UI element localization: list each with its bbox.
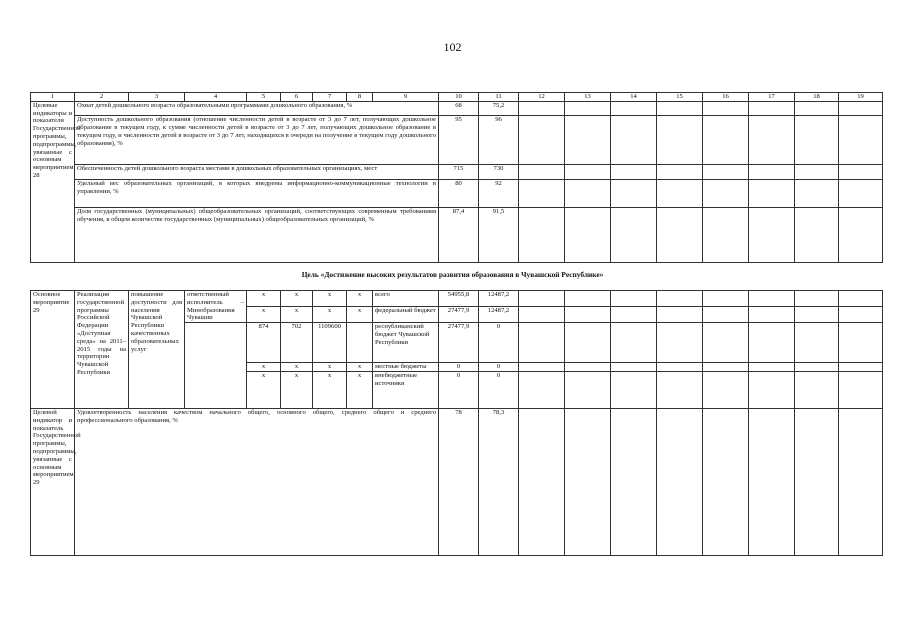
funding-source: внебюджетные источники xyxy=(373,371,439,408)
funding-source: федеральный бюджет xyxy=(373,307,439,323)
value-col10: 87,4 xyxy=(439,207,479,262)
col-num: 8 xyxy=(347,93,373,102)
table-row xyxy=(31,165,883,180)
funding-source: республиканский бюджет Чувашской Республики xyxy=(373,323,439,363)
col-num: 18 xyxy=(795,93,839,102)
indicator-text: Обеспеченность детей дошкольного возраста местами в дошкольных образовательных организациях, мест xyxy=(75,165,439,180)
indicator-text: Доля государственных (муниципальных) общеобразовательных организаций, соответствующих современным требованиям обучения, в общем количестве государственных (муниципальных) общеобразовательных организаций, % xyxy=(75,207,439,262)
code-cell: 1109600 xyxy=(313,323,347,363)
table-row xyxy=(31,116,883,165)
indicators-table-28 xyxy=(30,92,883,263)
value-col10: 27477,9 xyxy=(439,307,479,323)
value-col10: 80 xyxy=(439,180,479,208)
code-cell: x xyxy=(313,307,347,323)
page-number: 102 xyxy=(443,40,462,54)
code-cell: x xyxy=(313,363,347,372)
col-num: 10 xyxy=(439,93,479,102)
value-col11: 0 xyxy=(479,363,519,372)
col-num: 19 xyxy=(839,93,883,102)
value-col11: 96 xyxy=(479,116,519,165)
indicator-label: Целевой индикатор и показатель Государственной программы, подпрограммы, увязанные с основным мероприятием 29 xyxy=(31,408,75,555)
value-col11: 78,3 xyxy=(479,408,519,555)
indicator-text: Доступность дошкольного образования (отношение численности детей в возрасте от 3 до 7 лет, получающих дошкольное образование в текущем году, к сумме численности детей в возрасте от 3 до 7 лет, получающих дошкольное образование в текущем году, и численности детей в возрасте от 3 до 7 лет, находящихся в очереди на получение в текущем году дошкольного образования), % xyxy=(75,116,439,165)
code-cell xyxy=(347,323,373,363)
col-num: 14 xyxy=(611,93,657,102)
code-cell: x xyxy=(281,371,313,408)
code-cell: x xyxy=(247,291,281,307)
col-num: 1 xyxy=(31,93,75,102)
col-num: 7 xyxy=(313,93,347,102)
code-cell: x xyxy=(281,291,313,307)
code-cell: 874 xyxy=(247,323,281,363)
code-cell: x xyxy=(247,363,281,372)
code-cell: x xyxy=(347,291,373,307)
value-col11: 92 xyxy=(479,180,519,208)
value-col10: 78 xyxy=(439,408,479,555)
value-col11: 730 xyxy=(479,165,519,180)
responsible-executor: ответственный исполнитель – Минобразования Чувашии xyxy=(185,291,247,323)
code-cell: x xyxy=(247,371,281,408)
value-col10: 54955,8 xyxy=(439,291,479,307)
funding-source: всего xyxy=(373,291,439,307)
value-col10: 68 xyxy=(439,101,479,116)
col-num: 4 xyxy=(185,93,247,102)
value-col11: 91,5 xyxy=(479,207,519,262)
col-num: 17 xyxy=(749,93,795,102)
value-col11: 0 xyxy=(479,371,519,408)
col-num: 5 xyxy=(247,93,281,102)
col-num: 11 xyxy=(479,93,519,102)
col-num: 15 xyxy=(657,93,703,102)
table-row xyxy=(31,207,883,262)
value-col11: 75,2 xyxy=(479,101,519,116)
activity-table-29 xyxy=(30,290,883,556)
code-cell: x xyxy=(281,307,313,323)
value-col10: 0 xyxy=(439,371,479,408)
col-num: 13 xyxy=(565,93,611,102)
indicator-text: Удовлетворенность населения качеством начального общего, основного общего, среднего общего и среднего профессионального образования, % xyxy=(75,408,439,555)
indicator-text: Удельный вес образовательных организаций, в которых внедрены информационно-коммуникационные технологии в управлении, % xyxy=(75,180,439,208)
value-col10: 27477,9 xyxy=(439,323,479,363)
indicators-label: Целевые индикаторы и показатели Государственной программы, подпрограммы, увязанные с основным мероприятием 28 xyxy=(31,101,75,262)
funding-source: местные бюджеты xyxy=(373,363,439,372)
indicator-text: Охват детей дошкольного возраста образовательными программами дошкольного образования, % xyxy=(75,101,439,116)
value-col11: 0 xyxy=(479,323,519,363)
code-cell: 702 xyxy=(281,323,313,363)
table-row xyxy=(31,291,883,307)
table-row xyxy=(31,408,883,555)
col-num: 12 xyxy=(519,93,565,102)
value-col10: 0 xyxy=(439,363,479,372)
code-cell: x xyxy=(347,307,373,323)
table-row xyxy=(31,180,883,208)
code-cell: x xyxy=(281,363,313,372)
activity-name: Реализация государственной программы Российской Федерации «Доступная среда» на 2011–2015 годы на территории Чувашской Республики xyxy=(75,291,129,409)
value-col11: 12487,2 xyxy=(479,291,519,307)
col-num: 16 xyxy=(703,93,749,102)
activity-goal: повышение доступности для населения Чувашской Республики качественных образовательных услуг xyxy=(129,291,185,409)
value-col10: 715 xyxy=(439,165,479,180)
col-num: 6 xyxy=(281,93,313,102)
code-cell: x xyxy=(247,307,281,323)
col-num: 3 xyxy=(129,93,185,102)
code-cell: x xyxy=(347,371,373,408)
code-cell: x xyxy=(313,291,347,307)
value-col11: 12487,2 xyxy=(479,307,519,323)
code-cell: x xyxy=(347,363,373,372)
col-num: 9 xyxy=(373,93,439,102)
table-row xyxy=(31,101,883,116)
code-cell: x xyxy=(313,371,347,408)
col-num: 2 xyxy=(75,93,129,102)
column-number-row xyxy=(31,93,883,102)
value-col10: 95 xyxy=(439,116,479,165)
goal-heading: Цель «Достижение высоких результатов развития образования в Чувашской Республике» xyxy=(301,270,604,279)
activity-label: Основное мероприятие 29 xyxy=(31,291,75,409)
